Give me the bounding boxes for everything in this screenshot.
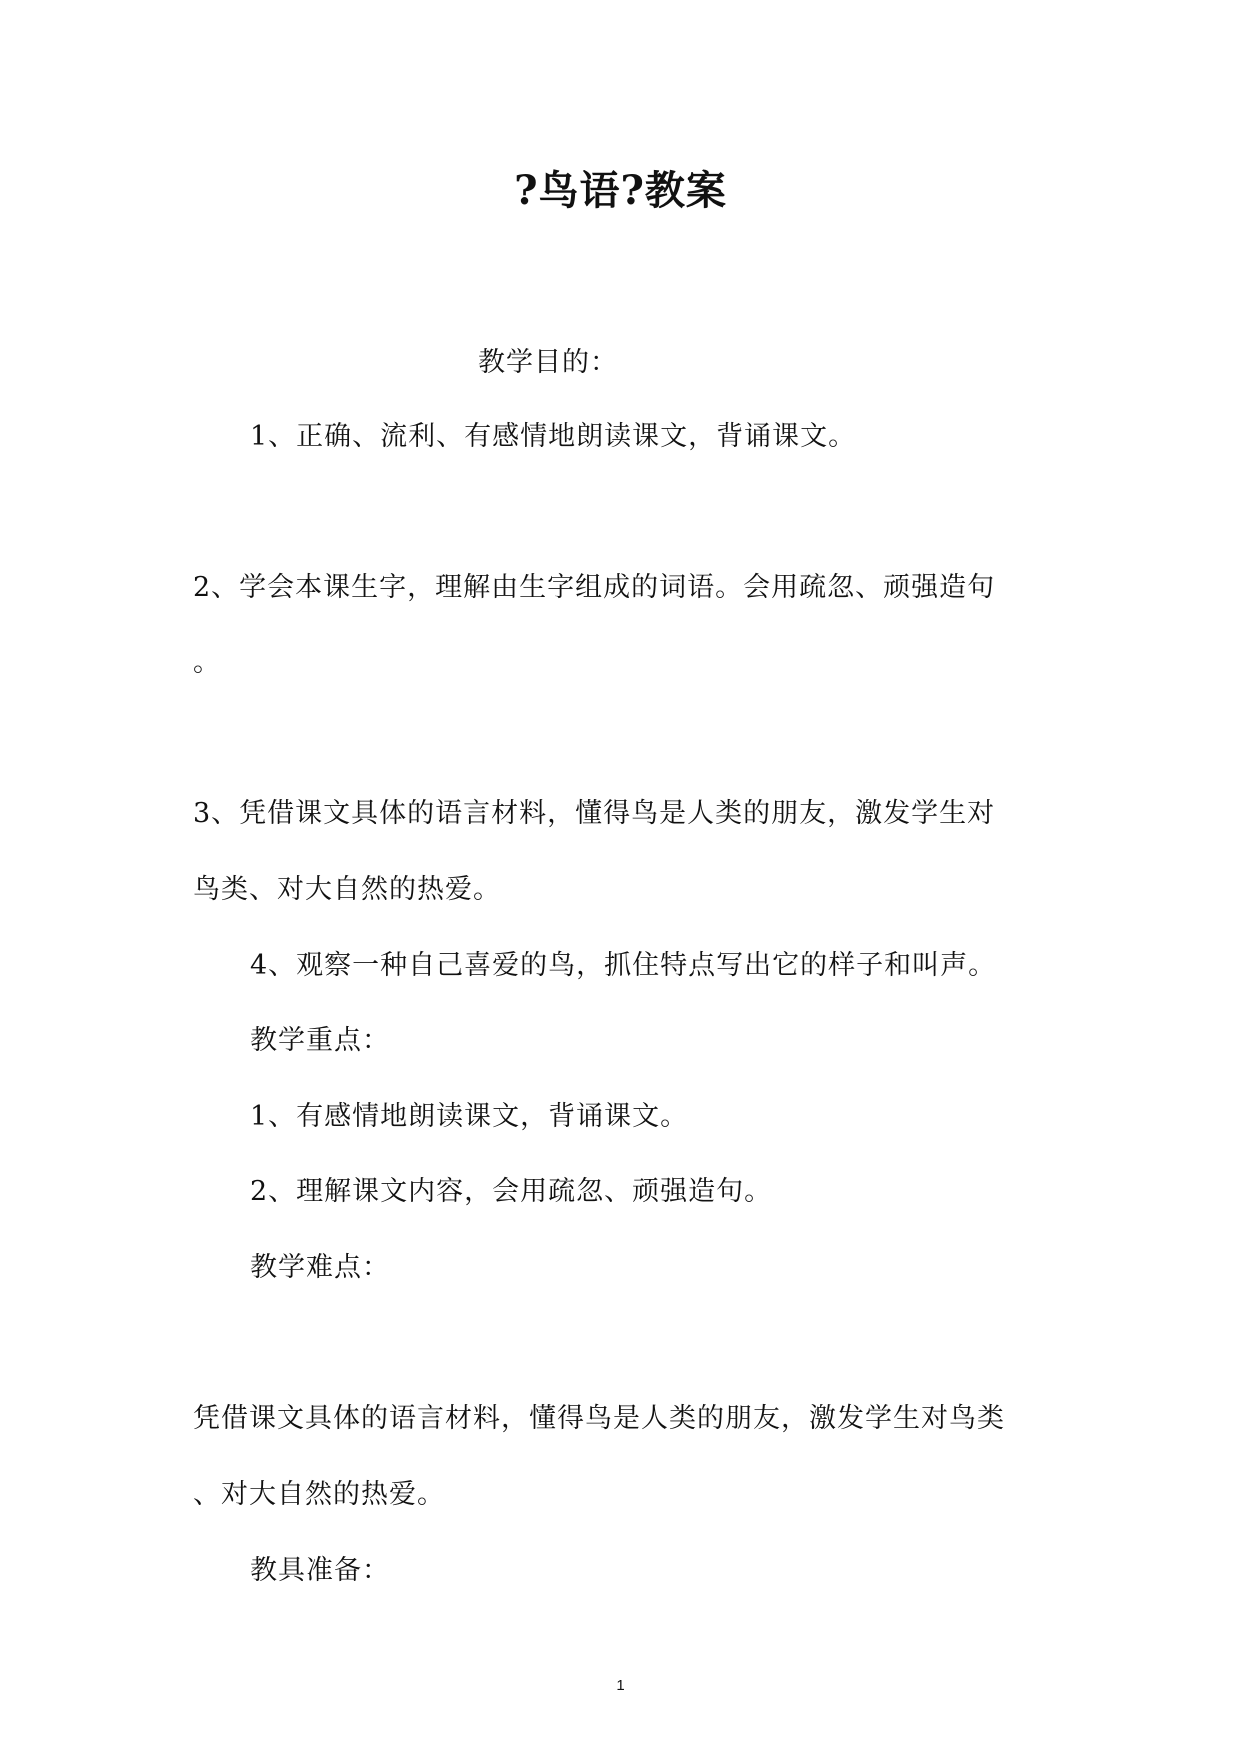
paragraph: 1、正确、流利、有感情地朗读课文，背诵课文。 xyxy=(250,421,857,452)
paragraph: 2、学会本课生字，理解由生字组成的词语。会用疏忽、顽强造句 xyxy=(193,572,996,603)
paragraph: 2、理解课文内容，会用疏忽、顽强造句。 xyxy=(250,1176,773,1207)
paragraph: 鸟类、对大自然的热爱。 xyxy=(193,874,501,905)
section-heading: 教学难点： xyxy=(250,1252,390,1283)
paragraph: 4、观察一种自己喜爱的鸟，抓住特点写出它的样子和叫声。 xyxy=(250,950,997,981)
paragraph: 1、有感情地朗读课文，背诵课文。 xyxy=(250,1101,689,1132)
paragraph: 、对大自然的热爱。 xyxy=(193,1479,445,1510)
page-number: 1 xyxy=(616,1677,625,1694)
paragraph: 3、凭借课文具体的语言材料，懂得鸟是人类的朋友，激发学生对 xyxy=(193,798,996,829)
paragraph: 教学目的： xyxy=(478,347,618,378)
section-heading: 教学重点： xyxy=(250,1025,390,1056)
section-heading: 教具准备： xyxy=(250,1555,390,1586)
paragraph: 凭借课文具体的语言材料，懂得鸟是人类的朋友，激发学生对鸟类 xyxy=(193,1403,1005,1434)
page-title: ?鸟语?教案 xyxy=(514,167,727,214)
paragraph: 。 xyxy=(193,647,221,678)
